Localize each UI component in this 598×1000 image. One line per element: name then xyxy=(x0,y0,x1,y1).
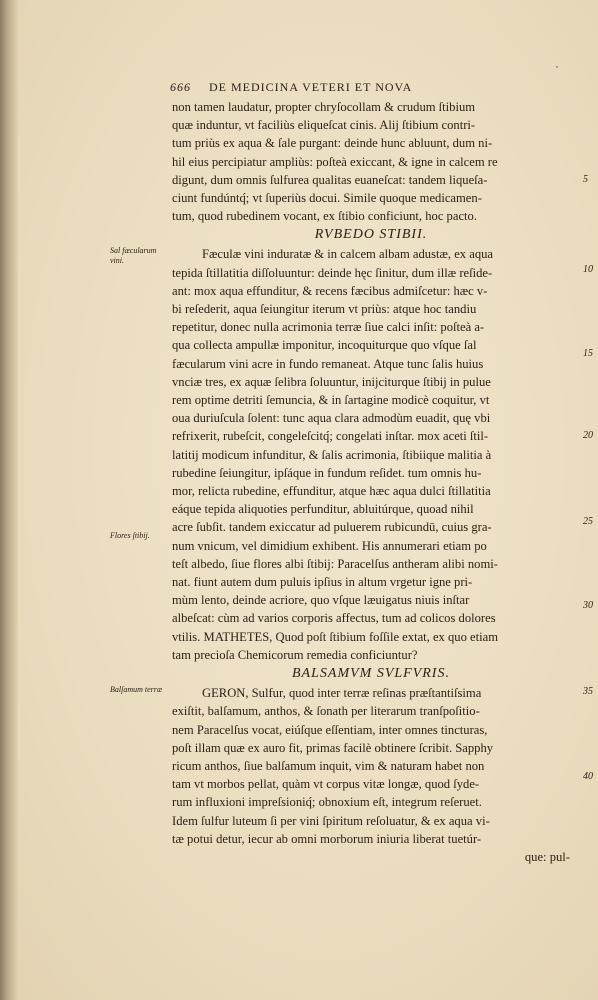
text-line: nat. fiunt autem dum puluis ipſius in altum vrgetur igne pri- xyxy=(172,575,473,590)
line-number: 20 xyxy=(583,430,593,441)
text-line: non tamen laudatur, propter chryſocollam & crudum ſtibium xyxy=(172,100,476,114)
text-line: eáque tepida aliquoties perfunditur, abluitúrque, quoad nihil xyxy=(172,502,474,517)
text-line: Fæculæ vini induratæ & in calcem albam adustæ, ex aqua xyxy=(202,247,493,262)
line-number: 10 xyxy=(583,264,593,275)
text-line: tum priùs ex aqua & ſale purgant: deinde hunc abluunt, dum ni- xyxy=(172,136,493,151)
line-number: 30 xyxy=(583,600,593,611)
text-line: tepida ſtillatitia diſſoluuntur: deinde hęc ſinitur, dum illæ reſide- xyxy=(172,265,493,280)
text-line: exiſtit, balſamum, anthos, & ſonath per literarum tranſpoſitio- xyxy=(172,704,480,719)
running-title: DE MEDICINA VETERI ET NOVA xyxy=(209,80,413,94)
text-line: bi reſederit, aqua ſeiungitur iterum vt priùs: atque hoc tandiu xyxy=(172,302,477,317)
text-line: ricum anthos, ſiue balſamum inquit, vim & naturam habet non xyxy=(172,758,485,773)
line-number: 15 xyxy=(583,348,593,359)
text-line: rum influxioni impreſsioniq́; obnoxium eſt, integrum reſeruet. xyxy=(172,795,482,810)
section-heading-rubedo: RVBEDO STIBII. xyxy=(314,227,428,243)
text-line: mùm lento, deinde acriore, quo vſque læuigatus niuis inſtar xyxy=(172,593,470,608)
corner-mark: , xyxy=(556,60,558,69)
body-text xyxy=(172,98,570,866)
line-number: 25 xyxy=(583,516,593,527)
text-line: acre ſubſit. tandem exiccatur ad puluerem rubicundū, cuius gra- xyxy=(172,520,492,535)
line-number: 35 xyxy=(583,686,593,697)
text-line: tæ potui detur, iecur ab omni morborum iniuria liberat tuetúr- xyxy=(172,831,482,846)
text-line: Idem ſulfur luteum ſi per vini ſpiritum reſoluatur, & ex aqua vi- xyxy=(172,813,490,828)
text-line: refrixerit, rubeſcit, congeleſcitq́; congelati inſtar. mox aceti ſtil- xyxy=(172,429,489,444)
text-line: GERON, Sulfur, quod inter terræ reſinas præſtantiſsima xyxy=(202,686,482,701)
page-number: 666 xyxy=(170,80,191,94)
text-line: qua collecta ampullæ imponitur, incoquiturque quo vſque ſal xyxy=(172,338,477,353)
text-line: oua duriuſcula ſolent: tunc aqua clara admodùm euadit, quę vbi xyxy=(172,411,491,426)
line-number: 5 xyxy=(583,174,588,185)
margin-note-sal: Sal fæcularum vini. xyxy=(110,246,157,265)
text-line: poſt illam quæ ex auro fit, primas facilè obtinere ſcribit. Sapphy xyxy=(172,740,494,755)
section-heading-balsamum: BALSAMVM SVLFVRIS. xyxy=(292,666,450,682)
text-line: hil eius percipiatur ampliùs: poſteà exiccant, & igne in calcem re xyxy=(172,154,498,169)
catchword-line: que: pul- xyxy=(524,849,570,864)
text-line: nem Paracelſus vocat, eiúſque eſſentiam, inter omnes tincturas, xyxy=(172,722,488,737)
text-line: repetitur, donec nulla acrimonia terræ ſiue calci inſit: poſteà a- xyxy=(172,320,485,335)
text-line: num vnicum, vel dimidium exhibent. His annumerari etiam po xyxy=(172,538,487,553)
text-line: ant: mox aqua effunditur, & recens fæcibus admiſcetur: hæc v- xyxy=(172,283,488,298)
margin-note-balsamum: Balſamum terræ xyxy=(110,685,163,694)
text-line: latitij modicum infunditur, & ſalis acrimonia, ſtibiique malitia à xyxy=(172,447,492,462)
text-line: mor, relicta rubedine, effunditur, atque hæc aqua dulci ſtillatitia xyxy=(172,484,491,499)
text-line: vtilis. MATHETES, Quod poſt ſtibium foſſile extat, ex quo etiam xyxy=(172,629,499,644)
text-line: albeſcat: cùm ad varios corporis affectus, tum ad colicos dolores xyxy=(172,611,496,626)
text-line: ciunt fundúntq́; vt ſuperiùs docui. Simile quoque medicamen- xyxy=(172,191,482,206)
text-line: tam precioſa Chemicorum remedia conficiuntur? xyxy=(172,647,418,662)
text-line: rem optime detriti ſemuncia, & in ſartagine modicè coquitur, vt xyxy=(172,393,490,408)
text-line: digunt, dum omnis ſulfurea qualitas euaneſcat: tandem liqueſa- xyxy=(172,172,488,187)
margin-note-flores: Flores ſtibij. xyxy=(110,531,150,540)
text-line: teſt albedo, ſiue flores albi ſtibij: Paracelſus antheram alibi nomi- xyxy=(172,556,498,571)
text-line: tum, quod rubedinem vocant, ex ſtibio conficiunt, hoc pacto. xyxy=(172,209,477,224)
text-line: fæcularum vini acre in fundo remaneat. Atque tunc ſalis huius xyxy=(172,356,484,371)
text-line: tam vt morbos pellat, quàm vt corpus vitæ longæ, quod ſyde- xyxy=(172,777,480,792)
text-line: quæ induntur, vt faciliùs eliqueſcat cinis. Alij ſtibium contri- xyxy=(172,118,476,133)
running-header xyxy=(170,80,500,95)
text-line: vnciæ tres, ex aquæ ſelibra ſoluuntur, inijciturque ſtibij in pulue xyxy=(172,374,491,389)
page-gutter-shadow xyxy=(0,0,18,1000)
text-line: rubedine ſeiungitur, ipſáque in fundum reſidet. tum omnis hu- xyxy=(172,465,482,480)
line-number: 40 xyxy=(583,771,593,782)
